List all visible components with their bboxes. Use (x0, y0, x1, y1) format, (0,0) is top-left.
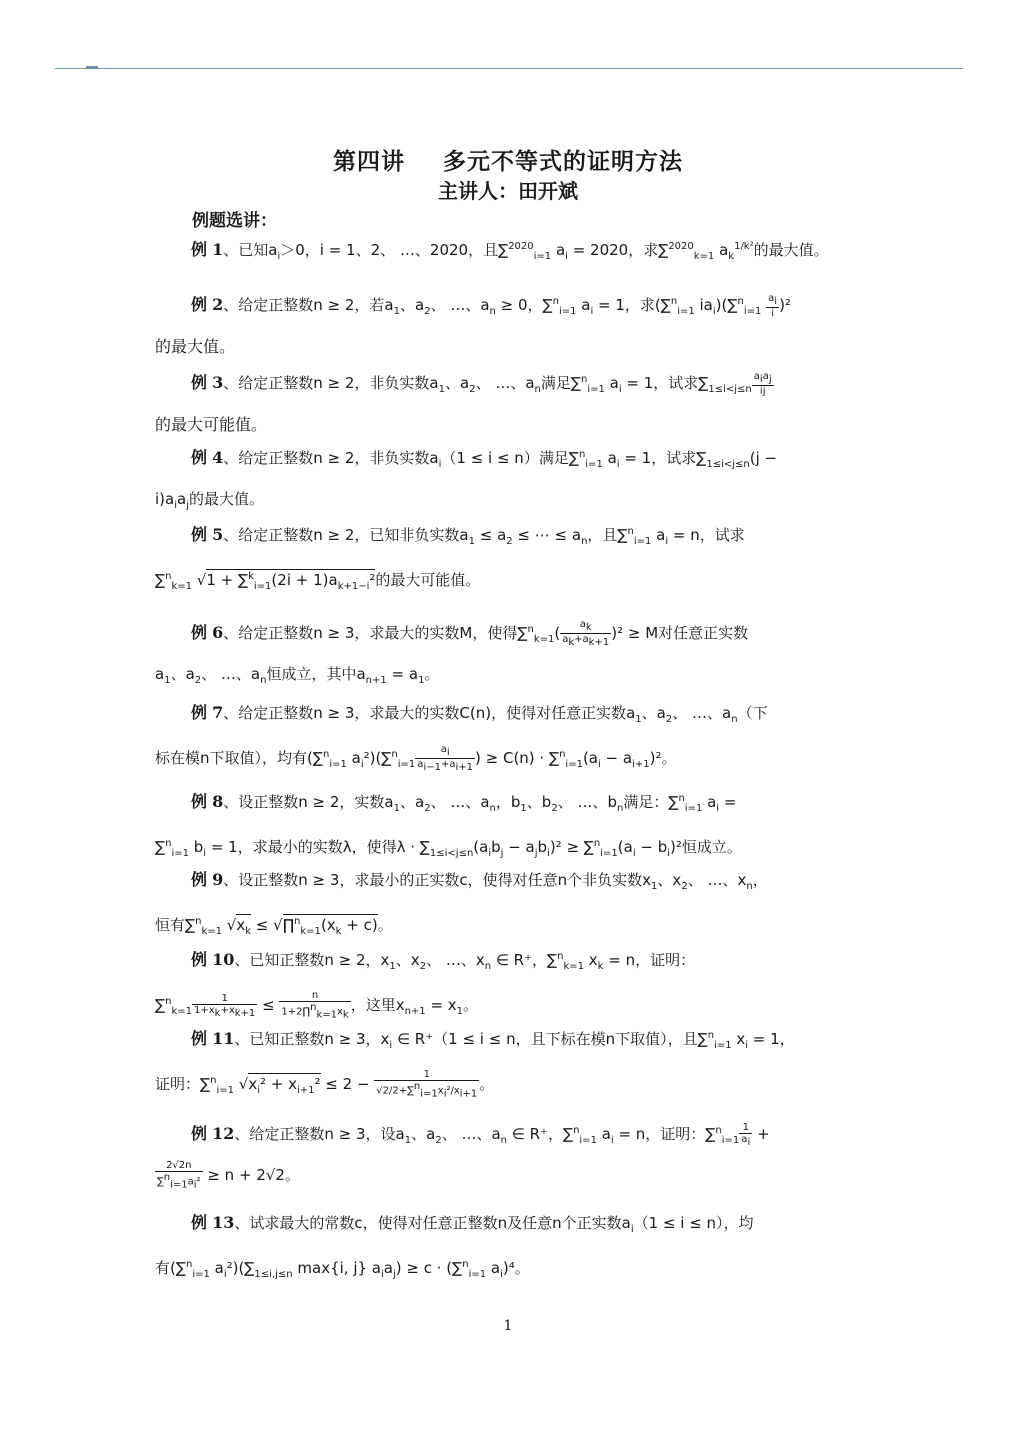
example-4: 例 4、给定正整数n ≥ 2，非负实数$a_i(1 \le i \le n)$满足∑$^n_{i=1}$ $a_i = 1$，试求$\sum_{1\le i<j\le n}(j$ − $i)a_ia_j$的最大值。 (155, 448, 778, 511)
example-13: 例 13、试求最大的常数c，使得对任意正整数n及任意n个正实数$a_i(1 \le i \le n)$，均 有(∑$^n_{i=1}$ $a_i^2)(\sum_{1\le i,j\le n}$ max{i, j} $a_ia_j) \ge c \cdot (\sum^n_{i=1}$ $a_i)^4$。 (155, 1213, 754, 1280)
header-rule-mark (86, 66, 98, 69)
speaker-line: 主讲人：田开斌 (438, 179, 578, 203)
example-9: 例 9、设正整数n ≥ 3，求最小的正实数c，使得对任意n个非负实数$x_1$、$x_2$、 …、$x_n$， 恒有∑$^n_{k=1}$ $√x_k$ ≤ $√\prod^n_{k=1}(x_k + c)$。 (155, 870, 768, 937)
example-1: 例 1、已知$a_i>0$，i = 1、2、 …、2020，且∑$^{2020}_{i=1}$ $a_i = 2020$，求∑$^{2020}_{k=1}$ $a_k^{1/k^2}$的最大值。 (191, 240, 829, 262)
page-title: 第四讲 多元不等式的证明方法 (333, 148, 683, 175)
example-11: 例 11、已知正整数n ≥ 3，$x_i$ ∈ R⁺（1 ≤ i ≤ n，且下标在模n下取值），且∑$^n_{i=1}$ $x_i = 1$， 证明：∑$^n_{i=1}$ $√x_i^2 + x_{i+1}^2 \le 2$ − $\frac{1}{√2/2+\sum^n_{i=1}x_i^2/x_{i+1}}$ 。 (155, 1029, 795, 1100)
example-8: 例 8、设正整数n ≥ 2，实数$a_1$、$a_2$、 …、$a_n$，$b_1$、$b_2$、 …、$b_n$满足：∑$^n_{i=1}$ $a_i$ = ∑$^n_{i=1}$ $b_i = 1$，求最小的实数λ，使得$\lambda \cdot \sum_{1\le i<j\le n}(a_ib_j - a_jb_i)^2 \ge \sum^n_{i=1}(a_i - b_i)^2$恒成立。 (155, 792, 742, 859)
example-6: 例 6、给定正整数n ≥ 3，求最大的实数M，使得∑$^n_{k=1}$( $\frac{a_k}{a_k+a_{k+1}}$ )² ≥ M对任意正实数 $a_1$、$a_2$、 …、$a_n$恒成立，其中$a_{n+1} = a_1$。 (155, 619, 749, 686)
example-10: 例 10、已知正整数n ≥ 2，$x_1$、$x_2$、 …、$x_n$ ∈ R⁺，∑$^n_{k=1}$ $x_k = n$，证明： ∑$^n_{k=1}$ $\frac{1}{1+x_k+x_{k+1}}$ ≤ $\frac{n}{1+2\prod^n_{k=1}x_k}$ ，这里$x_{n+1} = x_1$。 (155, 950, 696, 1021)
example-7: 例 7、给定正整数n ≥ 3，求最大的实数C(n)，使得对任意正实数$a_1$、$a_2$、 …、$a_n$（下 标在模n下取值），均有(∑$^n_{i=1}$ $a_i^2)(\sum^n_{i=1}$ $\frac{a_i}{a_{i-1}+a_{i+1}}$ ) ≥ $C(n) \cdot \sum^n_{i=1}(a_i - a_{i+1})^2$。 (155, 703, 768, 773)
header-rule (55, 68, 963, 69)
page-number: 1 (503, 1318, 513, 1334)
example-12: 例 12、给定正整数n ≥ 3，设$a_1$、$a_2$、 …、$a_n$ ∈ R⁺，∑$^n_{i=1}$ $a_i = n$，证明：∑$^n_{i=1}$ $\frac{1}{a_i}$ + $\frac{2√2n}{\sum^n_{i=1}a_i^2}$ ≥ n + 2√2。 (157, 1121, 770, 1191)
example-5: 例 5、给定正整数n ≥ 2，已知非负实数$a_1 \le a_2$ ≤ ⋯ ≤ $a_n$，且∑$^n_{i=1}$ $a_i = n$，试求 ∑$^n_{k=1}$ $√1 + \sum^k_{i=1}(2i + 1)a_{k+1-i}^2$的最大可能值。 (155, 525, 745, 592)
section-label: 例题选讲： (192, 211, 277, 231)
example-3: 例 3、给定正整数n ≥ 2，非负实数$a_1$、$a_2$、 …、$a_n$满足∑$^n_{i=1}$ $a_i = 1$，试求$\sum_{1\le i<j\le n}$ $\frac{a_ia_j}{ij}$ 的最大可能值。 (155, 370, 772, 434)
example-2: 例 2、给定正整数n ≥ 2，若$a_1$、$a_2$、 …、$a_n \ge 0$，∑$^n_{i=1}$ $a_i = 1$，求(∑$^n_{i=1}$ $ia_i)(\sum^n_{i=1}$ $\frac{a_i}{i}$ )² 的最大值。 (155, 292, 791, 356)
